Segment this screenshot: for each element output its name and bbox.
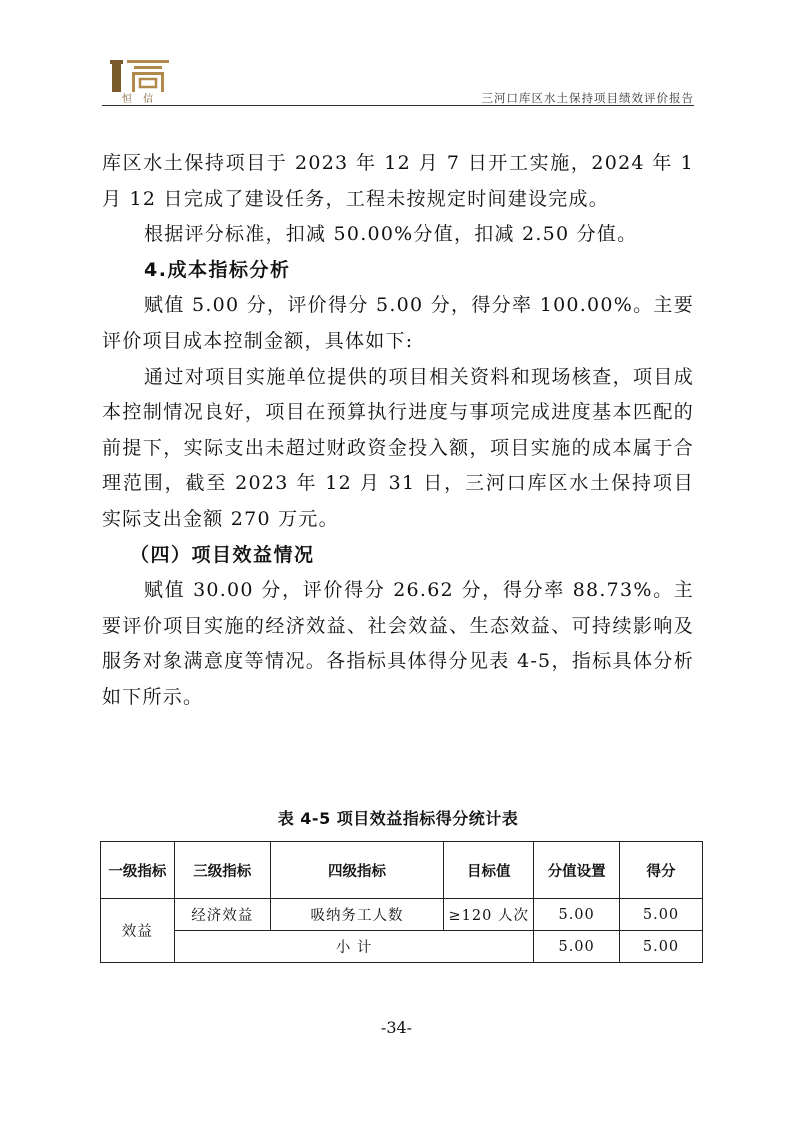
- table-cell-score: 5.00: [620, 899, 703, 931]
- paragraph: 库区水土保持项目于 2023 年 12 月 7 日开工实施，2024 年 1 月 12 日完成了建设任务，工程未按规定时间建设完成。: [102, 152, 694, 210]
- table-cell-level3: 经济效益: [174, 899, 270, 931]
- table-header: 三级指标: [174, 842, 270, 899]
- table-cell-level1: 效益: [101, 899, 175, 963]
- subtotal-label: 小 计: [174, 931, 533, 963]
- table-header: 一级指标: [101, 842, 175, 899]
- section-heading: （四）项目效益情况: [130, 543, 315, 566]
- subtotal-score: 5.00: [620, 931, 703, 963]
- table-row: [101, 899, 703, 931]
- table-caption: 表 4-5 项目效益指标得分统计表: [277, 809, 519, 828]
- table-header: 分值设置: [534, 842, 620, 899]
- logo-text: 恒 信: [122, 94, 158, 105]
- page-header: [102, 48, 694, 106]
- score-table: [100, 841, 703, 963]
- page-number: -34-: [380, 1018, 413, 1037]
- table-header-row: [101, 842, 703, 899]
- table-cell-target: ≥120 人次: [444, 899, 534, 931]
- table-header: 目标值: [444, 842, 534, 899]
- table-header: 四级指标: [270, 842, 444, 899]
- report-title: 三河口库区水土保持项目绩效评价报告: [481, 91, 694, 105]
- table-subtotal-row: [101, 931, 703, 963]
- header-divider: [102, 105, 694, 106]
- table-header: 得分: [620, 842, 703, 899]
- section-heading: 4.成本指标分析: [144, 258, 291, 281]
- subtotal-score-set: 5.00: [534, 931, 620, 963]
- paragraph: 通过对项目实施单位提供的项目相关资料和现场核查，项目成本控制情况良好，项目在预算执行进度与事项完成进度基本匹配的前提下，实际支出未超过财政资金投入额，项目实施的成本属于合理范围，截至 2023 年 12 月 31 日，三河口库区水土保持项目实际支出金额 270 万元。: [102, 365, 694, 530]
- table-cell-score-set: 5.00: [534, 899, 620, 931]
- paragraph: 赋值 30.00 分，评价得分 26.62 分，得分率 88.73%。主要评价项目实施的经济效益、社会效益、生态效益、可持续影响及服务对象满意度等情况。各指标具体得分见表 4-5，指标具体分析如下所示。: [102, 579, 694, 708]
- paragraph: 赋值 5.00 分，评价得分 5.00 分，得分率 100.00%。主要评价项目成本控制金额，具体如下:: [102, 294, 694, 352]
- body-text: [102, 146, 694, 716]
- table-cell-level4: 吸纳务工人数: [270, 899, 444, 931]
- paragraph: 根据评分标准，扣减 50.00%分值，扣减 2.50 分值。: [144, 223, 638, 246]
